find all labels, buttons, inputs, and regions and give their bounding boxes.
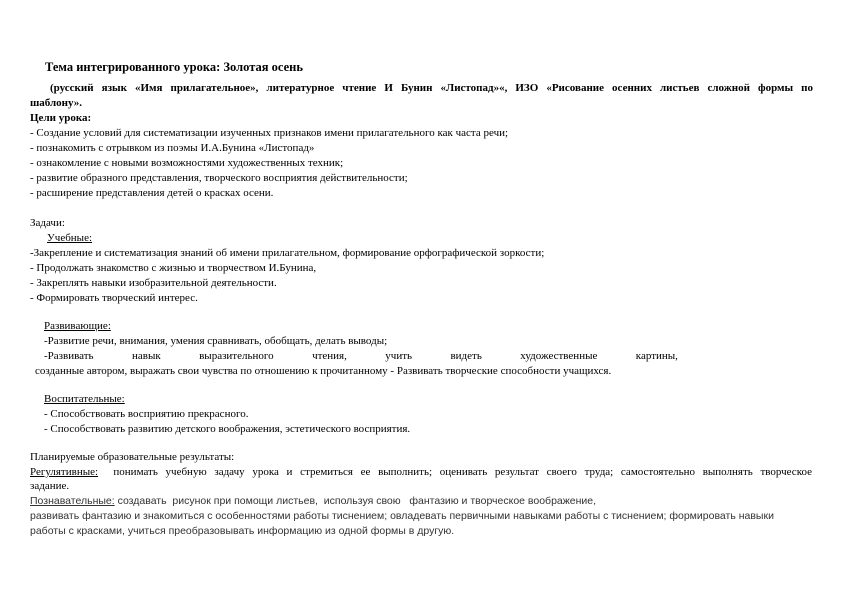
goals-heading: Цели урока:: [30, 112, 92, 124]
developmental-justified-line: [44, 349, 678, 363]
developmental-heading: Развивающие:: [44, 320, 111, 332]
lesson-subjects: [50, 81, 813, 95]
justified-word: учить: [385, 350, 413, 362]
justified-word: выразительного: [199, 350, 274, 362]
lesson-subjects-line1: (русский язык «Имя прилагательное», литературное чтение И Бунин «Листопад»«, ИЗО «Рисование осенних листьев сложной формы по: [50, 82, 813, 94]
goal-item: - познакомить с отрывком из поэмы И.А.Бунина «Листопад»: [30, 142, 315, 154]
lesson-subjects-line2: шаблону».: [30, 97, 83, 109]
educational-item: - Формировать творческий интерес.: [30, 292, 198, 304]
educational-heading: Учебные:: [47, 232, 93, 244]
cognitive-line3: работы с красками, учиться преобразовывать информацию из одной формы в другую.: [30, 525, 455, 537]
developmental-item: -Развитие речи, внимания, умения сравнивать, обобщать, делать выводы;: [44, 335, 388, 347]
justified-word: видеть: [450, 350, 482, 362]
goal-item: - ознакомление с новыми возможностями художественных техник;: [30, 157, 344, 169]
upbringing-item: - Способствовать развитию детского воображения, эстетического восприятия.: [44, 423, 411, 435]
justified-word: навык: [131, 350, 161, 362]
tasks-heading: Задачи:: [30, 217, 65, 229]
justified-word: чтения,: [312, 350, 347, 362]
goal-item: - расширение представления детей о красках осени.: [30, 187, 274, 199]
goal-item: - Создание условий для систематизации изученных признаков имени прилагательного как часта речи;: [30, 127, 509, 139]
results-regulatory-line: [30, 465, 812, 479]
justified-word: -Развивать: [44, 350, 94, 362]
results-heading: Планируемые образовательные результаты:: [30, 451, 235, 463]
educational-item: - Закреплять навыки изобразительной деятельности.: [30, 277, 277, 289]
justified-word: художественные: [520, 350, 598, 362]
educational-item: -Закрепление и систематизация знаний об имени прилагательном, формирование орфографической зоркости;: [30, 247, 545, 259]
results-cognitive-line: [30, 494, 596, 508]
justified-word: картины,: [635, 350, 678, 362]
goal-item: - развитие образного представления, творческого восприятия действительности;: [30, 172, 408, 184]
cognitive-line2: развивать фантазию и знакомиться с особенностями работы тиснением; овладевать первичными навыками работы с тиснением; формировать навыки: [30, 510, 774, 522]
cognitive-text: создавать рисунок при помощи листьев, используя свою фантазию и творческое воображение,: [114, 495, 597, 507]
lesson-title: Тема интегрированного урока: Золотая осень: [45, 60, 303, 74]
educational-item: - Продолжать знакомство с жизнью и творчеством И.Бунина,: [30, 262, 317, 274]
upbringing-item: - Способствовать восприятию прекрасного.: [44, 408, 249, 420]
regulatory-label: Регулятивные:: [30, 466, 99, 478]
upbringing-heading: Воспитательные:: [44, 393, 125, 405]
cognitive-label: Познавательные:: [30, 495, 115, 507]
regulatory-text-line2: задание.: [30, 480, 70, 492]
developmental-continuation: созданные автором, выражать свои чувства по отношению к прочитанному - Развивать творческие способности учащихся.: [35, 365, 612, 377]
regulatory-text: понимать учебную задачу урока и стремиться ее выполнить; оценивать результат своего труда; самостоятельно выполнять творческое: [98, 466, 812, 478]
